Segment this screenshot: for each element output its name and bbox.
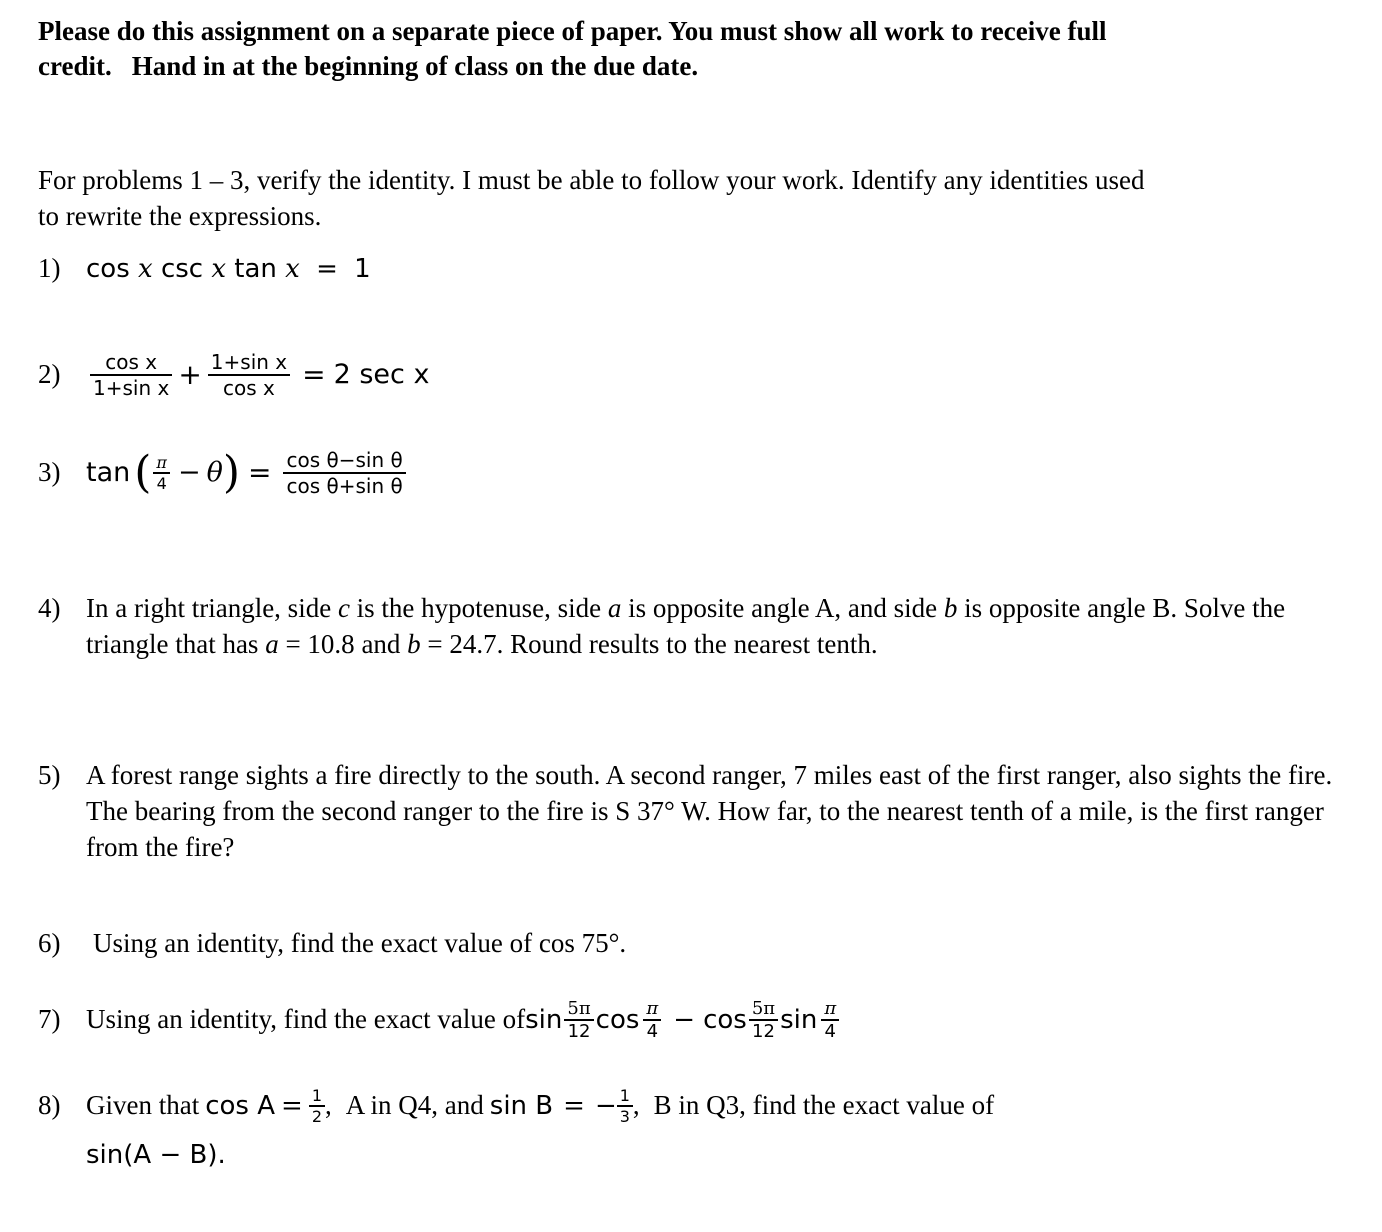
equals-sign: = [316, 253, 338, 284]
var-x: x [138, 253, 153, 284]
problem-number: 6) [38, 928, 61, 958]
text-run: In a right triangle, side [86, 593, 338, 623]
tan-func: tan [86, 457, 131, 489]
var-b: b [407, 629, 421, 659]
fraction-1-plus-sin-over-cos [208, 350, 290, 400]
instructions-hand-in: Hand in at the beginning of class on the due date. [131, 51, 699, 81]
cos-a: cos A [205, 1090, 276, 1121]
fraction-denominator: 12 [567, 1020, 591, 1042]
tan-func: tan [234, 253, 277, 284]
sin-b: sin B [489, 1090, 554, 1121]
fraction-numerator: 1 [311, 1086, 323, 1105]
fraction-1-over-3 [617, 1086, 633, 1126]
fraction-numerator: π [156, 453, 167, 472]
var-theta: θ [206, 457, 223, 489]
intro-line-2: to rewrite the expressions. [38, 201, 322, 231]
fraction-denominator: 12 [752, 1020, 775, 1042]
problem-6 [38, 925, 1342, 961]
problem-text: A forest range sights a fire directly to the south. A second ranger, 7 miles east of the first ranger, also sights the fire. The bearing from the second ranger to the fire is S 37° W. How far, to the nearest tenth of a mile, is the first ranger from the fire? [86, 760, 1333, 862]
var-a: a [607, 593, 622, 623]
fraction-numerator: π [646, 998, 659, 1019]
value-b: = 24.7 [420, 629, 497, 659]
comma: , [325, 1090, 332, 1121]
fraction-pi-over-4 [821, 998, 839, 1042]
fraction-cos-over-1-plus-sin [90, 350, 172, 400]
problem-number: 1) [38, 253, 61, 283]
comma: , [632, 1090, 640, 1121]
minus-sign: − [673, 1004, 696, 1035]
problem-text: Given that [86, 1090, 200, 1121]
intro-line-1: For problems 1 – 3, verify the identity. I must be able to follow your work. Identify any identities used [38, 165, 1145, 195]
problem-text: Using an identity, find the exact value of cos 75°. [93, 928, 627, 958]
fraction-5pi-over-12 [749, 998, 778, 1042]
problem-number: 2) [38, 359, 61, 390]
problem-text: A in Q4, and [345, 1090, 484, 1121]
left-paren: ( [134, 446, 152, 498]
cos-func: cos [703, 1004, 747, 1035]
value-a: = 10.8 [278, 629, 355, 659]
fraction-numerator: π [824, 998, 837, 1019]
sin-a-minus-b: sin(A − B). [86, 1140, 226, 1170]
fraction-denominator: 2 [311, 1106, 323, 1126]
instructions-credit: credit. [38, 51, 112, 81]
problem-text: Using an identity, find the exact value of [86, 1004, 526, 1035]
instructions-line-2 [38, 49, 1342, 84]
text-run: and [354, 629, 408, 659]
var-c: c [337, 593, 350, 623]
text-run: is the hypotenuse, side [349, 593, 608, 623]
rhs-value: 1 [354, 253, 371, 284]
rhs-value: 2 sec x [333, 359, 430, 391]
assignment-instructions [38, 14, 1342, 84]
equals-sign: = [302, 358, 326, 392]
plus-sign: + [178, 358, 202, 392]
problem-4 [38, 590, 1342, 662]
sin-func: sin [780, 1004, 818, 1035]
var-x: x [211, 253, 227, 284]
fraction-numerator: 1 [619, 1086, 630, 1105]
fraction-1-over-2 [309, 1086, 325, 1126]
problem-2 [38, 350, 429, 400]
fraction-numerator: cos θ−sin θ [286, 448, 403, 472]
text-run: is opposite angle A, and side [621, 593, 944, 623]
problem-number: 3) [38, 457, 61, 488]
problem-5 [38, 757, 1342, 865]
minus-sign: − [594, 1090, 617, 1121]
fraction-denominator: 3 [619, 1106, 630, 1126]
problem-number: 5) [38, 760, 61, 790]
problem-number: 7) [38, 1004, 61, 1035]
equals-sign: = [248, 456, 272, 490]
problem-number: 4) [38, 593, 61, 623]
fraction-denominator: cos x [223, 375, 275, 400]
fraction-numerator: 1+sin x [210, 350, 288, 374]
problem-8-line-2 [86, 1140, 226, 1170]
problem-number: 8) [38, 1090, 61, 1121]
problem-3 [38, 448, 410, 498]
sin-func: sin [525, 1004, 563, 1035]
fraction-pi-over-4 [153, 453, 170, 493]
cos-func: cos [86, 253, 130, 284]
text-run: . Round results to the nearest tenth. [496, 629, 878, 659]
fraction-numerator: cos x [105, 350, 158, 374]
text-run: is opposite angle B. Solve the triangle that has [86, 593, 1286, 659]
problem-text: B in Q3, find the exact value of [653, 1090, 995, 1121]
equals-sign: = [281, 1090, 303, 1121]
fraction-numerator: 5π [567, 998, 591, 1019]
fraction-5pi-over-12 [564, 998, 593, 1042]
var-x: x [285, 253, 300, 284]
fraction-numerator: 5π [751, 998, 776, 1019]
problems-intro [38, 162, 1342, 234]
cos-func: cos [595, 1004, 640, 1035]
csc-func: csc [160, 253, 204, 284]
problem-1 [38, 253, 371, 284]
fraction-denominator: 4 [824, 1020, 836, 1042]
problem-7 [38, 998, 843, 1042]
problem-8 [38, 1086, 994, 1126]
right-paren: ) [222, 446, 240, 498]
fraction-denominator: 4 [156, 473, 167, 493]
fraction-denominator: 1+sin x [93, 375, 170, 400]
equals-sign: = [563, 1090, 585, 1121]
problem-text [86, 590, 1342, 662]
instructions-line-1: Please do this assignment on a separate piece of paper. You must show all work to receive full [38, 16, 1107, 46]
identity-expression [86, 254, 371, 284]
var-b: b [943, 593, 958, 623]
fraction-denominator: cos θ+sin θ [286, 473, 403, 498]
var-a: a [265, 629, 279, 659]
fraction-pi-over-4 [643, 998, 661, 1042]
minus-sign: − [177, 457, 201, 489]
fraction-denominator: 4 [646, 1020, 659, 1042]
fraction-cos-minus-sin-over-cos-plus-sin [283, 448, 405, 498]
